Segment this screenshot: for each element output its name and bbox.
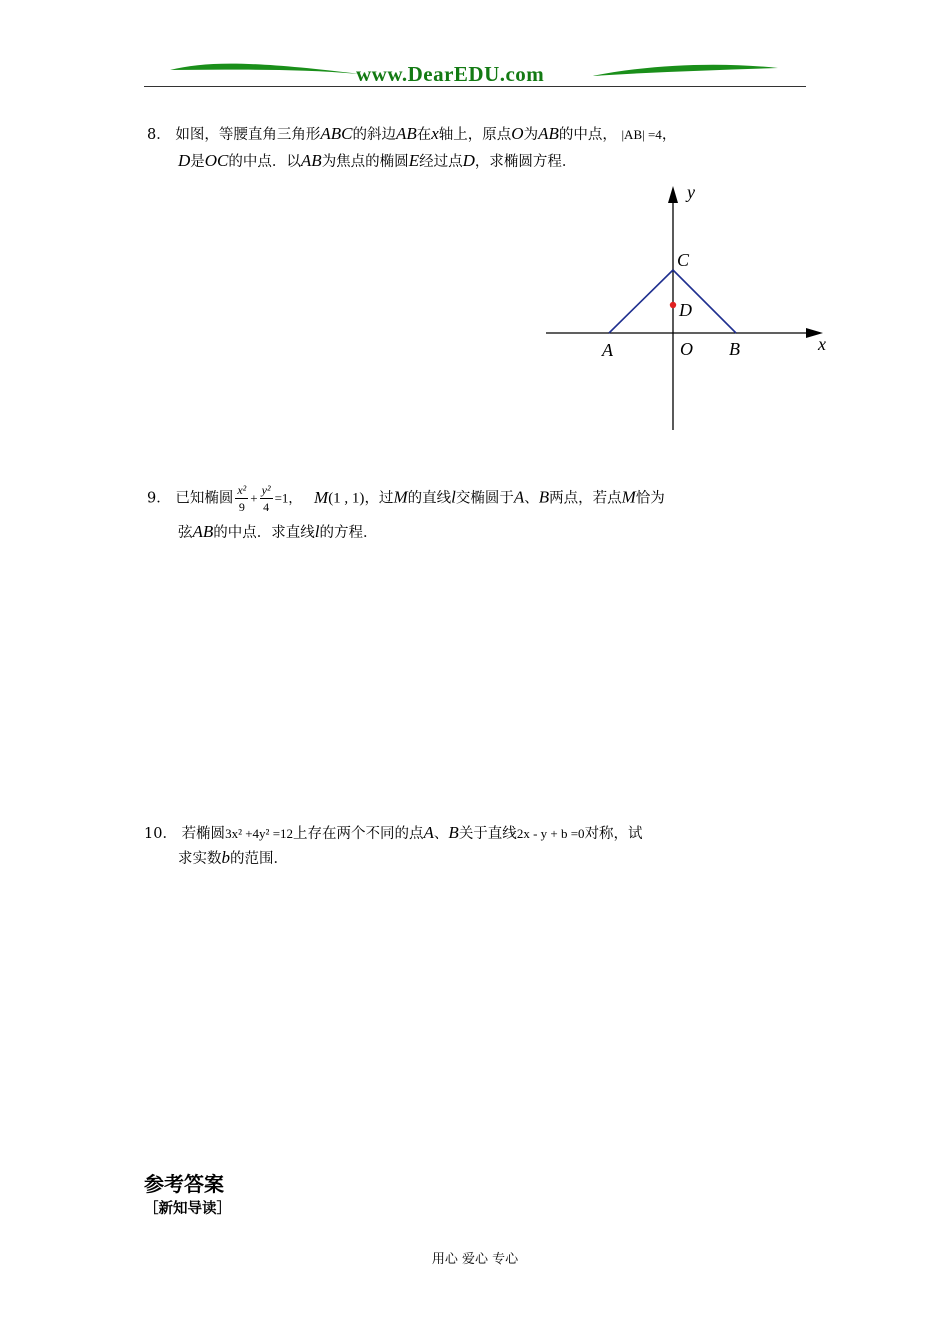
label-x: x [818,334,826,354]
question-number: 10． [144,826,177,842]
fraction-x2-9: $\frac{\text{x²}}{9}$ [237,483,247,514]
answers-subtitle: ［新知导读］ [144,1201,231,1217]
y-axis-arrow [668,186,678,203]
question-10-line2: 求实数b的范围． [178,848,288,867]
point-d [670,302,676,308]
triangle-figure [540,178,840,436]
logo-swoosh-right [592,58,778,82]
fraction-y2-4: $\frac{\text{y²}}{4}$ [261,483,271,514]
answers-title: 参考答案 [144,1172,224,1196]
logo-swoosh-left [170,58,360,82]
label-b: B [729,339,740,359]
label-d: D [679,300,692,320]
page-footer: 用心 爱心 专心 [431,1252,519,1267]
label-o: O [680,339,693,359]
question-9-line1: 9． 已知椭圆 $\frac{\text{x²}}{9}$ + $\frac{\text{y²}}{4}$ =1， M(1 , 1)，过M的直线l交椭圆于A、B两点，若点M恰为 [147,483,665,514]
logo-text: www.DearEDU.com [356,62,545,86]
label-a: A [602,340,613,360]
question-8-line1: 8． 如图，等腰直角三角形ABC的斜边AB在x轴上，原点O为AB的中点， |AB| =4， [147,124,677,143]
label-y: y [687,182,695,202]
question-8-line2: D是OC的中点．以AB为焦点的椭圆E经过点D，求椭圆方程． [178,151,577,170]
question-number: 8． [147,127,171,143]
label-c: C [677,250,690,270]
question-number: 9． [147,490,171,507]
side-ac [609,270,673,333]
header-rule [144,86,806,87]
question-10-line1: 10． 若椭圆3x² +4y² =12上存在两个不同的点A、B关于直线2x - y + b =0对称，试 [144,823,643,842]
question-9-line2: 弦AB的中点．求直线l的方程． [178,522,378,541]
